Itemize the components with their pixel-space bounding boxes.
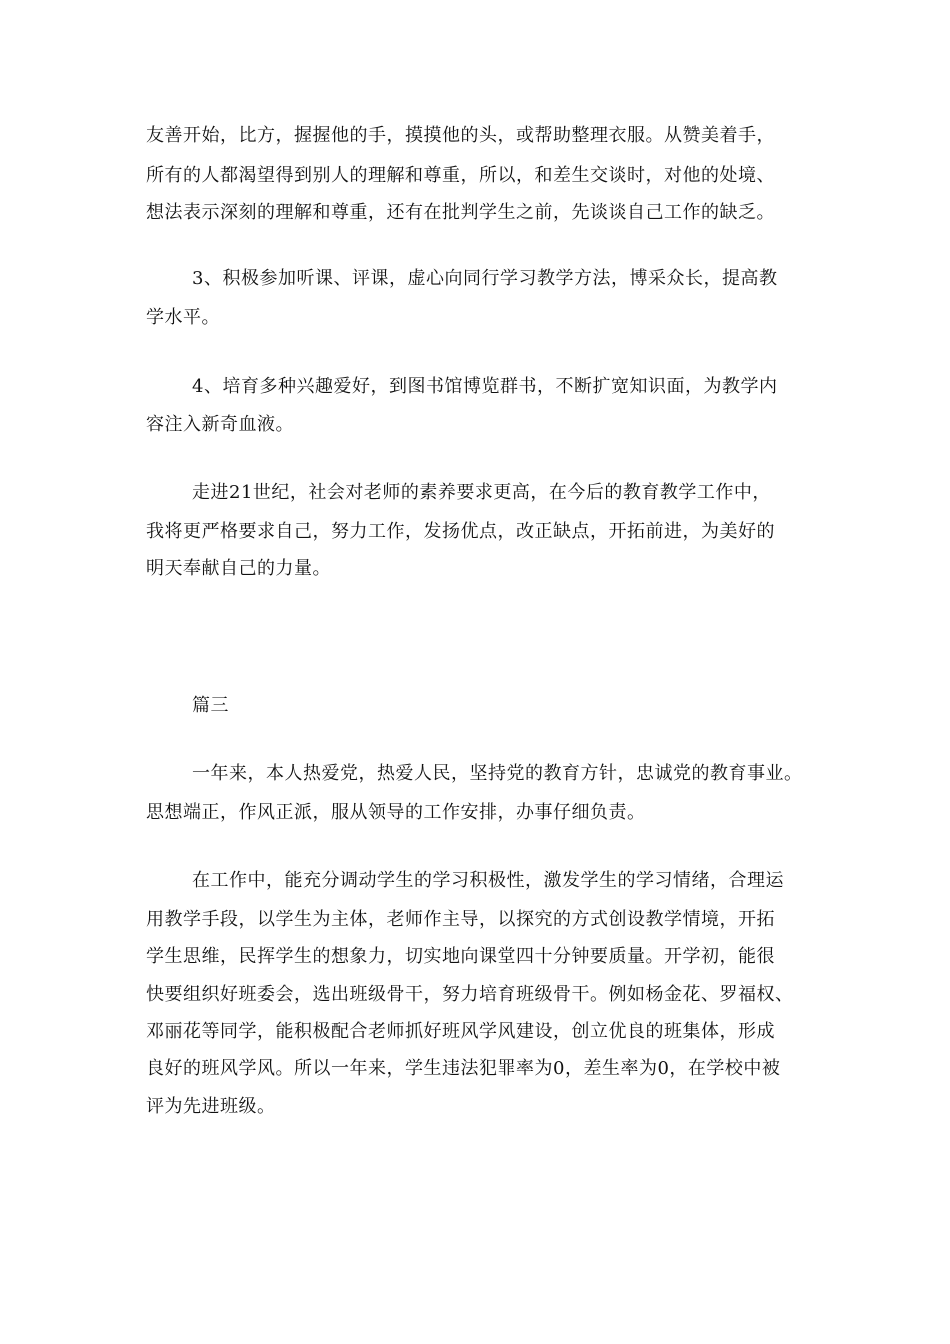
section-heading: 篇三 bbox=[192, 695, 229, 716]
text-line: 我将更严格要求自己，努力工作，发扬优点，改正缺点，开拓前进，为美好的 bbox=[146, 521, 775, 542]
text-line: 快要组织好班委会，选出班级骨干，努力培育班级骨干。例如杨金花、罗福权、 bbox=[146, 984, 794, 1005]
text-line: 所有的人都渴望得到别人的理解和尊重，所以，和差生交谈时，对他的处境、 bbox=[146, 165, 775, 186]
text-line: 良好的班风学风。所以一年来，学生违法犯罪率为0，差生率为0，在学校中被 bbox=[146, 1058, 781, 1079]
text-line: 想法表示深刻的理解和尊重，还有在批判学生之前，先谈谈自己工作的缺乏。 bbox=[146, 202, 775, 223]
text-line: 评为先进班级。 bbox=[146, 1096, 276, 1117]
text-line: 3、积极参加听课、评课，虚心向同行学习教学方法，博采众长，提高教 bbox=[192, 268, 778, 289]
text-line: 学水平。 bbox=[146, 307, 220, 328]
text-line: 邓丽花等同学，能积极配合老师抓好班风学风建设，创立优良的班集体，形成 bbox=[146, 1021, 775, 1042]
text-line: 在工作中，能充分调动学生的学习积极性，激发学生的学习情绪，合理运 bbox=[192, 870, 784, 891]
text-line: 思想端正，作风正派，服从领导的工作安排，办事仔细负责。 bbox=[146, 802, 646, 823]
text-line: 学生思维，民挥学生的想象力，切实地向课堂四十分钟要质量。开学初，能很 bbox=[146, 946, 775, 967]
text-line: 容注入新奇血液。 bbox=[146, 414, 294, 435]
text-line: 走进21世纪，社会对老师的素养要求更高，在今后的教育教学工作中， bbox=[192, 482, 771, 503]
text-line: 一年来，本人热爱党，热爱人民，坚持党的教育方针，忠诚党的教育事业。 bbox=[192, 763, 803, 784]
text-line: 用教学手段，以学生为主体，老师作主导，以探究的方式创设教学情境，开拓 bbox=[146, 909, 775, 930]
text-line: 友善开始，比方，握握他的手，摸摸他的头，或帮助整理衣服。从赞美着手， bbox=[146, 125, 775, 146]
text-line: 明天奉献自己的力量。 bbox=[146, 558, 331, 579]
text-line: 4、培育多种兴趣爱好，到图书馆博览群书，不断扩宽知识面，为教学内 bbox=[192, 376, 778, 397]
